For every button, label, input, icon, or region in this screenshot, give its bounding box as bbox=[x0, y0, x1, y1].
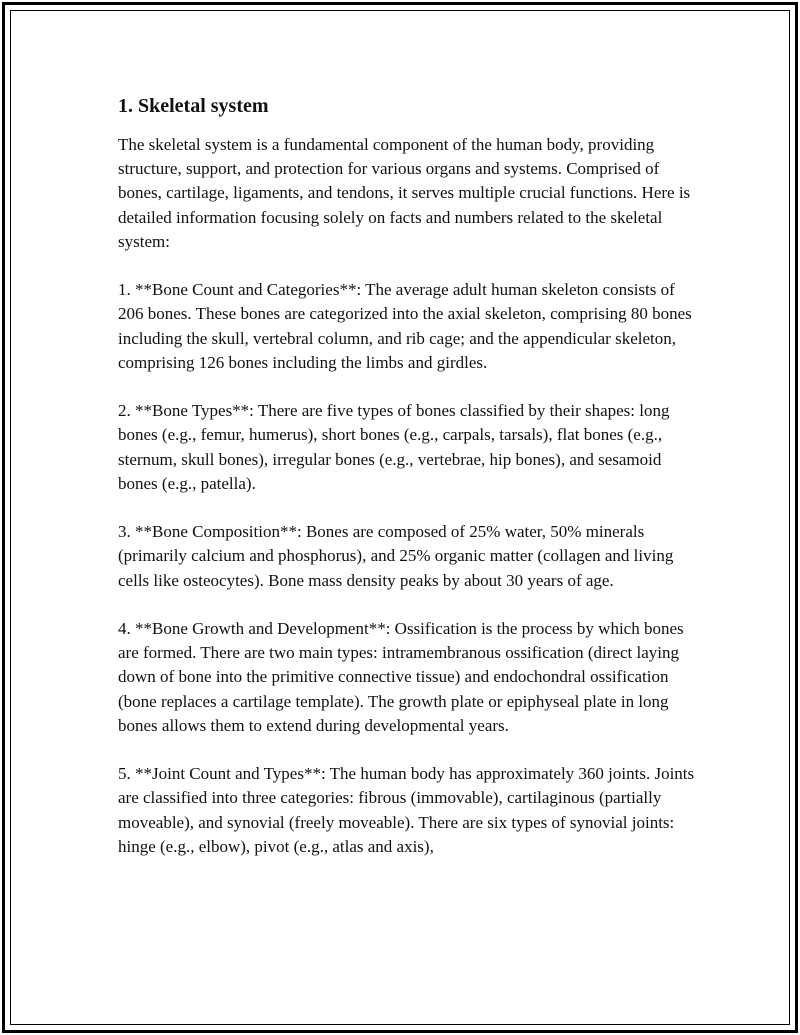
list-item-bone-types: 2. **Bone Types**: There are five types of bones classified by their shapes: long bones (e.g., femur, humerus), short bones (e.g., carpals, tarsals), flat bones (e.g., sternum, skull bones), irregular bones (e.g., vertebrae, hip bones), and sesamoid bones (e.g., patella). bbox=[118, 401, 670, 493]
list-item-bone-growth: 4. **Bone Growth and Development**: Ossification is the process by which bones are formed. There are two main types: intramembranous ossification (direct laying down of bone into the primitive connective tissue) and endochondral ossification (bone replaces a cartilage template). The growth plate or epiphyseal plate in long bones allows them to extend during developmental years. bbox=[118, 619, 684, 735]
list-item-bone-composition: 3. **Bone Composition**: Bones are composed of 25% water, 50% minerals (primarily calcium and phosphorus), and 25% organic matter (collagen and living cells like osteocytes). Bone mass density peaks by about 30 years of age. bbox=[118, 522, 674, 590]
section-title: 1. Skeletal system bbox=[118, 95, 269, 117]
list-item-bone-count: 1. **Bone Count and Categories**: The average adult human skeleton consists of 206 bones. These bones are categorized into the axial skeleton, comprising 80 bones including the skull, vertebral column, and rib cage; and the appendicular skeleton, comprising 126 bones including the limbs and girdles. bbox=[118, 280, 692, 372]
intro-paragraph: The skeletal system is a fundamental component of the human body, providing structure, support, and protection for various organs and systems. Comprised of bones, cartilage, ligaments, and tendons, it serves multiple crucial functions. Here is detailed information focusing solely on facts and numbers related to the skeletal system: bbox=[118, 135, 691, 251]
list-item-joint-count: 5. **Joint Count and Types**: The human body has approximately 360 joints. Joints are classified into three categories: fibrous (immovable), cartilaginous (partially moveable), and synovial (freely moveable). There are six types of synovial joints: hinge (e.g., elbow), pivot (e.g., atlas and axis), bbox=[118, 764, 695, 856]
document-body bbox=[118, 93, 698, 883]
